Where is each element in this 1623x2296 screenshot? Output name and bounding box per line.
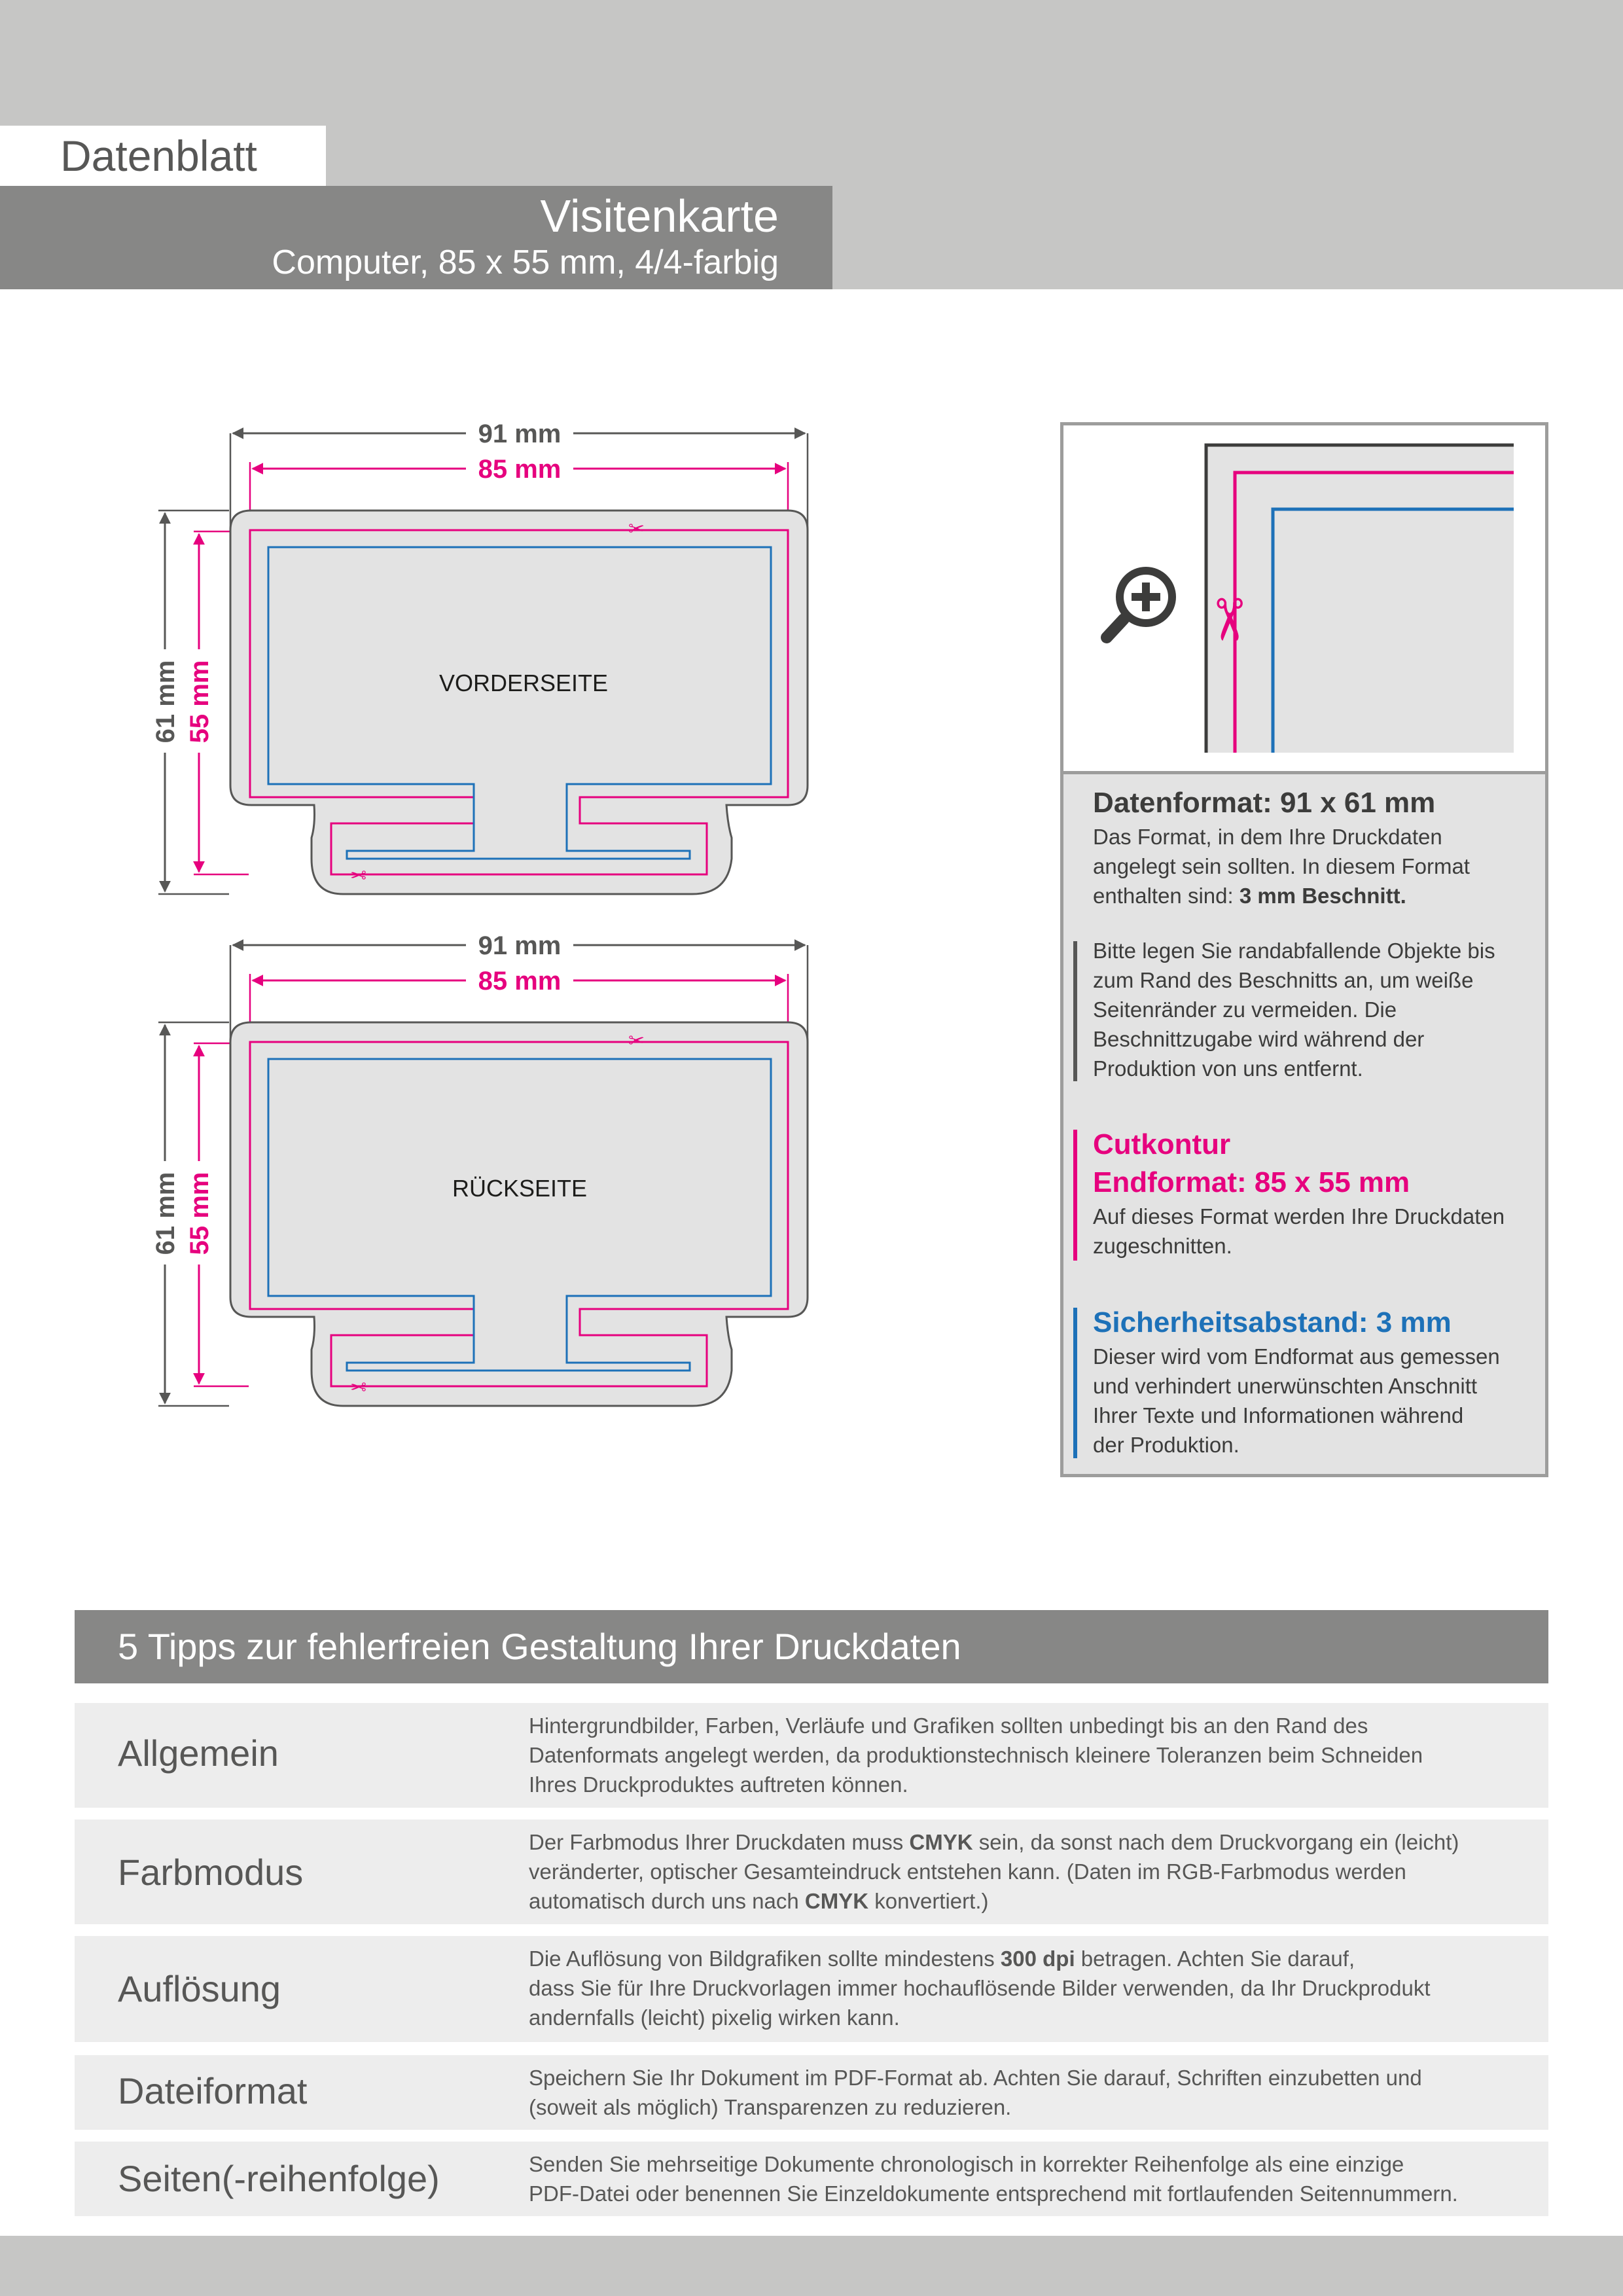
tip-row-farbmodus (75, 1820, 1548, 1924)
cut-format-title: Endformat: 85 x 55 mm (1093, 1166, 1410, 1198)
tip-row-allgemein (75, 1703, 1548, 1808)
tip-label: Allgemein (118, 1732, 279, 1774)
magnifier-plus-icon (1107, 567, 1176, 637)
tip-line: Ihres Druckproduktes auftreten können. (529, 1772, 908, 1797)
page-title: Visitenkarte (540, 190, 779, 242)
format-text-bold: 3 mm Beschnitt. (1239, 884, 1406, 908)
tip-text-part: automatisch durch uns nach (529, 1889, 805, 1913)
card-diagrams (131, 406, 825, 1427)
format-text: angelegt sein sollten. In diesem Format (1093, 854, 1470, 878)
tip-line: veränderter, optischer Gesamteindruck entstehen kann. (Daten im RGB-Farbmodus werden (529, 1859, 1406, 1884)
format-block (1093, 784, 1531, 910)
info-panel (1060, 422, 1548, 1477)
tip-text (529, 1711, 1537, 1799)
cut-title: Cutkontur (1093, 1128, 1231, 1160)
tip-line: Senden Sie mehrseitige Dokumente chronologisch in korrekter Reihenfolge als eine einzige (529, 2152, 1404, 2176)
tip-label: Dateiformat (118, 2070, 308, 2111)
back-width-outer: 91 mm (478, 931, 562, 960)
format-text: Das Format, in dem Ihre Druckdaten (1093, 825, 1442, 849)
back-diagram (151, 931, 808, 1406)
back-height-inner: 55 mm (185, 1172, 214, 1255)
scissors-icon: ✂ (628, 518, 645, 541)
cut-bar (1073, 1130, 1077, 1261)
tip-text-part: betragen. Achten Sie darauf, (1075, 1946, 1355, 1971)
scissors-icon: ✂ (349, 1374, 366, 1397)
tip-text (529, 2149, 1537, 2208)
tip-text-part: sein, da sonst nach dem Druckvorgang ein (leicht) (972, 1830, 1459, 1854)
tip-line (529, 1886, 1537, 1916)
scissors-icon: ✂ (1195, 596, 1262, 644)
tip-line: Speichern Sie Ihr Dokument im PDF-Format ab. Achten Sie darauf, Schriften einzubetten und (529, 2066, 1422, 2090)
page-subtitle: Computer, 85 x 55 mm, 4/4-farbig (272, 243, 779, 281)
cut-text: Auf dieses Format werden Ihre Druckdaten (1093, 1204, 1505, 1229)
tip-line: Datenformats angelegt werden, da produktionstechnisch kleinere Toleranzen beim Schneiden (529, 1743, 1423, 1767)
tip-row-seiten (75, 2142, 1548, 2216)
tip-line: dass Sie für Ihre Druckvorlagen immer hochauflösende Bilder verwenden, da Ihr Druckprodukt (529, 1976, 1431, 2000)
safety-block (1093, 1304, 1531, 1460)
tip-line: Hintergrundbilder, Farben, Verläufe und Grafiken sollten unbedingt bis an den Rand des (529, 1713, 1368, 1738)
tip-row-aufloesung (75, 1936, 1548, 2042)
safety-text: der Produktion. (1093, 1433, 1240, 1457)
cut-text: zugeschnitten. (1093, 1234, 1232, 1258)
front-width-inner: 85 mm (478, 455, 562, 484)
tip-label: Seiten(-reihenfolge) (118, 2158, 440, 2199)
zoom-detail (1063, 425, 1545, 774)
tip-line (529, 1827, 1537, 1857)
back-height-outer: 61 mm (151, 1172, 180, 1255)
format-text (1093, 881, 1531, 910)
tips-heading: 5 Tipps zur fehlerfreien Gestaltung Ihrer Druckdaten (75, 1610, 1548, 1683)
tip-text-part: Die Auflösung von Bildgrafiken sollte mindestens (529, 1946, 1001, 1971)
bleed-bar (1073, 941, 1077, 1081)
tip-line: (soweit als möglich) Transparenzen zu reduzieren. (529, 2095, 1012, 2119)
back-width-inner: 85 mm (478, 967, 562, 996)
tip-text-bold: CMYK (909, 1830, 973, 1854)
front-height-outer: 61 mm (151, 660, 180, 744)
safety-text: und verhindert unerwünschten Anschnitt (1093, 1374, 1478, 1398)
tip-line (529, 1944, 1537, 1973)
document-label: Datenblatt (0, 126, 326, 186)
footer-band (0, 2236, 1623, 2296)
format-text: enthalten sind: (1093, 884, 1240, 908)
front-height-inner: 55 mm (185, 660, 214, 744)
tip-label: Farbmodus (118, 1852, 304, 1893)
tip-text-bold: 300 dpi (1000, 1946, 1075, 1971)
back-bleed-outline (230, 1022, 808, 1406)
tip-label: Auflösung (118, 1968, 281, 2009)
bleed-note-line: Produktion von uns entfernt. (1093, 1056, 1363, 1081)
tip-line: PDF-Datei oder benennen Sie Einzeldokumente entsprechend mit fortlaufenden Seitennummern. (529, 2181, 1458, 2206)
title-box (0, 186, 832, 289)
safety-title: Sicherheitsabstand: 3 mm (1093, 1306, 1452, 1338)
back-label: RÜCKSEITE (452, 1175, 588, 1202)
safety-text: Dieser wird vom Endformat aus gemessen (1093, 1344, 1500, 1369)
tip-text (529, 1944, 1537, 2032)
safety-bar (1073, 1308, 1077, 1458)
front-bleed-outline (230, 511, 808, 894)
front-label: VORDERSEITE (438, 670, 609, 696)
bleed-note-line: Seitenränder zu vermeiden. Die (1093, 997, 1397, 1022)
tip-text (529, 2063, 1537, 2122)
tip-text-part: konvertiert.) (868, 1889, 989, 1913)
cut-block (1093, 1126, 1531, 1261)
bleed-note-line: Bitte legen Sie randabfallende Objekte bis (1093, 939, 1495, 963)
tip-text (529, 1827, 1537, 1916)
front-width-outer: 91 mm (478, 420, 562, 448)
tip-row-dateiformat (75, 2055, 1548, 2130)
bleed-note-line: Beschnittzugabe wird während der (1093, 1027, 1425, 1051)
format-title: Datenformat: 91 x 61 mm (1093, 787, 1436, 819)
scissors-icon: ✂ (628, 1030, 645, 1052)
tip-text-bold: CMYK (804, 1889, 869, 1913)
scissors-icon: ✂ (349, 863, 366, 886)
tip-text-part: Der Farbmodus Ihrer Druckdaten muss (529, 1830, 910, 1854)
bleed-note (1093, 936, 1531, 1083)
front-diagram (151, 420, 808, 894)
bleed-note-line: zum Rand des Beschnitts an, um weiße (1093, 968, 1474, 992)
safety-text: Ihrer Texte und Informationen während (1093, 1403, 1464, 1427)
zoom-illustration (1063, 425, 1545, 771)
tip-line: andernfalls (leicht) pixelig wirken kann. (529, 2005, 900, 2030)
